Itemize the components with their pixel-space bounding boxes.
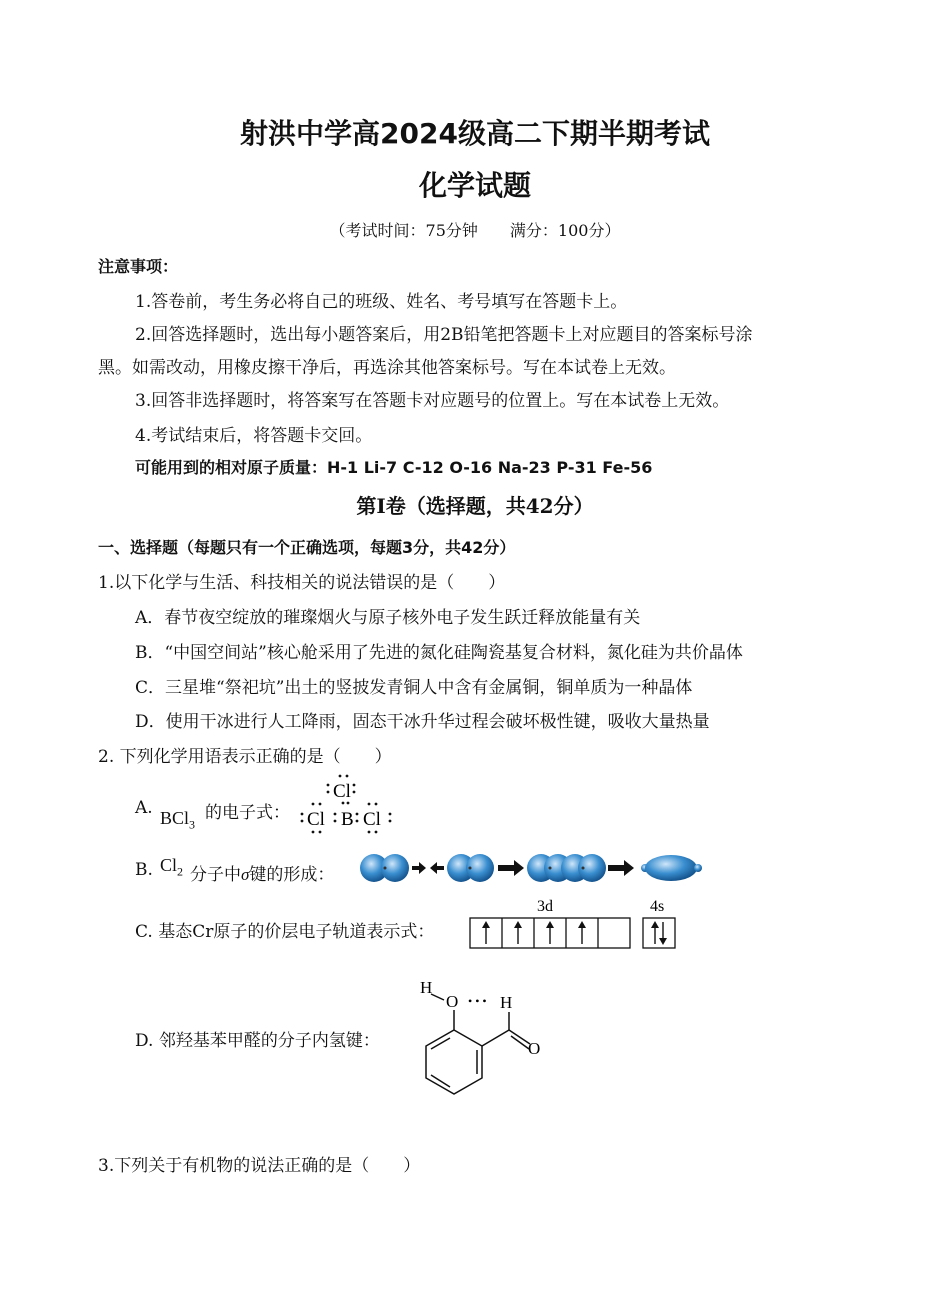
4s-orbital-box xyxy=(643,918,675,948)
exam-info: （考试时间：75分钟 满分：100分） xyxy=(329,221,621,240)
notice-item-1: 1.答卷前，考生务必将自己的班级、姓名、考号填写在答题卡上。 xyxy=(135,292,628,312)
sigma-bond-orbital xyxy=(641,855,702,881)
q1-option-d: D．使用干冰进行人工降雨，固态干冰升华过程会破坏极性键，吸收大量热量 xyxy=(135,712,710,732)
q1-option-c: C．三星堆“祭祀坑”出土的竖披发青铜人中含有金属铜，铜单质为一种晶体 xyxy=(135,678,693,698)
q2-option-c-text: C. 基态Cr原子的价层电子轨道表示式： xyxy=(135,922,435,942)
hydrogen-bond-dots: • • • xyxy=(468,994,487,1008)
section-1-title: 第Ⅰ卷（选择题，共42分） xyxy=(356,494,594,518)
exam-title: 射洪中学高2024级高二下期半期考试 xyxy=(240,117,710,150)
electron-formula-cl-left: Cl xyxy=(307,809,325,830)
benzene-ring-bonds xyxy=(426,994,530,1094)
salicylaldehyde-structure xyxy=(410,972,560,1097)
electron-formula-b: B xyxy=(341,809,354,830)
overlapping-orbitals xyxy=(527,854,606,882)
notice-item-2-line-1: 2.回答选择题时，选出每小题答案后，用2B铅笔把答题卡上对应题目的答案标号涂 xyxy=(135,325,753,345)
q3-stem: 3.下列关于有机物的说法正确的是（ ） xyxy=(98,1156,421,1176)
q1-option-a: A．春节夜空绽放的璀璨烟火与原子核外电子发生跃迁释放能量有关 xyxy=(135,608,641,628)
electron-formula-cl-right: Cl xyxy=(363,809,381,830)
label-4s: 4s xyxy=(650,898,665,915)
electron-formula-cl-top: Cl xyxy=(333,781,351,802)
part-1-heading: 一、选择题（每题只有一个正确选项，每题3分，共42分） xyxy=(98,538,516,557)
q2-option-b-text: 分子中σ键的形成： xyxy=(190,865,335,885)
second-orbital-pair xyxy=(447,854,494,882)
aldehyde-o: O xyxy=(528,1039,541,1058)
arrow-2 xyxy=(608,860,634,876)
notice-heading: 注意事项： xyxy=(98,257,179,276)
q2-stem: 2. 下列化学用语表示正确的是（ ） xyxy=(98,747,392,767)
arrow-1 xyxy=(498,860,524,876)
q1-stem: 1.以下化学与生活、科技相关的说法错误的是（ ） xyxy=(98,573,506,593)
atomic-mass-list: 可能用到的相对原子质量：H-1 Li-7 C-12 O-16 Na-23 P-31 Fe-56 xyxy=(135,458,653,477)
notice-item-4: 4.考试结束后，将答题卡交回。 xyxy=(135,426,373,446)
bcl3-electron-formula xyxy=(295,770,405,840)
approach-arrows xyxy=(412,862,444,874)
q2-option-a-formula: BCl$_3$ xyxy=(160,808,196,832)
sigma-bond-formation-diagram xyxy=(358,850,708,886)
q2-option-a-label: A. xyxy=(135,798,153,818)
notice-item-3: 3.回答非选择题时，将答案写在答题卡对应题号的位置上。写在本试卷上无效。 xyxy=(135,391,730,411)
separate-s-orbitals xyxy=(360,854,409,882)
notice-item-2-line-2: 黑。如需改动，用橡皮擦干净后，再选涂其他答案标号。写在本试卷上无效。 xyxy=(98,358,676,378)
q2-option-a-text: 的电子式： xyxy=(205,803,290,823)
q1-option-b: B．“中国空间站”核心舱采用了先进的氮化硅陶瓷基复合材料，氮化硅为共价晶体 xyxy=(135,643,743,663)
label-3d: 3d xyxy=(537,898,553,915)
subject-title: 化学试题 xyxy=(418,169,531,202)
q2-option-b-label: B. xyxy=(135,860,153,880)
electron-arrows xyxy=(482,921,667,945)
q2-option-d-text: D. 邻羟基苯甲醛的分子内氢键： xyxy=(135,1031,380,1051)
aldehyde-h: H xyxy=(500,993,513,1012)
q2-option-b-formula: $Cl_2$ xyxy=(160,855,184,879)
hydroxyl-h: H xyxy=(420,978,433,997)
hydroxyl-o: O xyxy=(446,992,459,1011)
cr-orbital-diagram xyxy=(465,895,680,953)
